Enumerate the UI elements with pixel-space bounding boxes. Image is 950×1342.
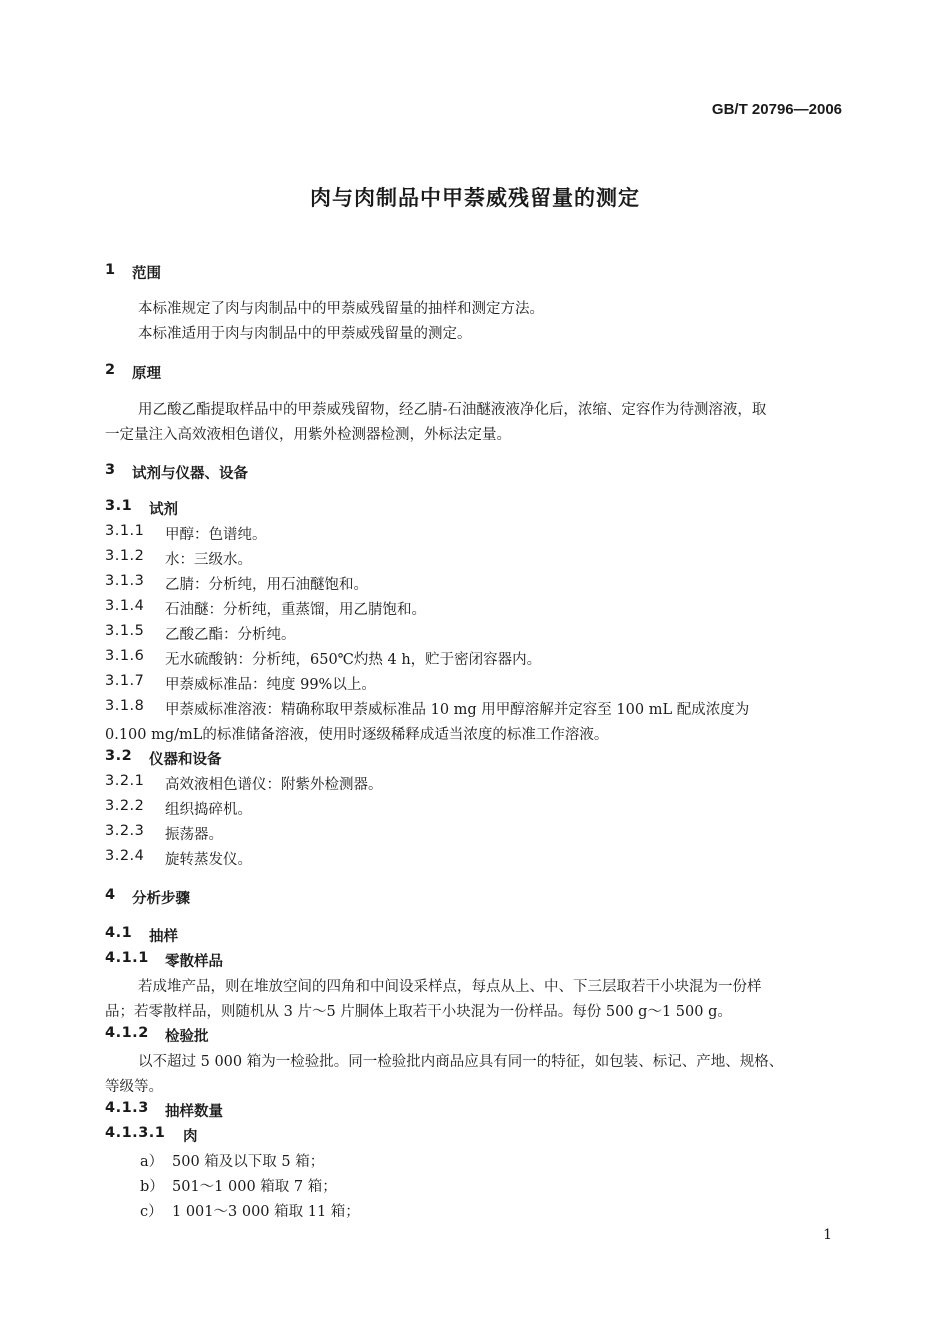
list-item-text: 500 箱及以下取 5 箱； <box>172 1154 325 1170</box>
item-text: 水：三级水。 <box>165 552 252 568</box>
section-3-number: 3 <box>105 462 116 478</box>
item-text: 组织捣碎机。 <box>165 802 252 818</box>
section-3-title: 试剂与仪器、设备 <box>132 466 248 482</box>
item-text: 甲萘威标准品：纯度 99%以上。 <box>165 677 376 693</box>
item-number: 3.1.6 <box>105 648 145 664</box>
subsection-3-1-number: 3.1 <box>105 498 133 514</box>
list-item-text: 1 001～3 000 箱取 11 箱； <box>172 1204 360 1220</box>
item-number: 3.1.3 <box>105 573 145 589</box>
item-number: 3.2.2 <box>105 798 145 814</box>
section-2-number: 2 <box>105 362 116 378</box>
subsection-4-1-number: 4.1 <box>105 925 133 941</box>
subsection-4-1-2-line-1: 以不超过 5 000 箱为一检验批。同一检验批内商品应具有同一的特征，如包装、标记、产地、规格、 <box>138 1054 784 1070</box>
page-number: 1 <box>823 1227 832 1243</box>
item-3-1-8-continuation: 0.100 mg/mL的标准储备溶液，使用时逐级稀释成适当浓度的标准工作溶液。 <box>105 727 609 743</box>
item-text: 乙酸乙酯：分析纯。 <box>165 627 296 643</box>
subsection-4-1-1-title: 零散样品 <box>165 954 223 970</box>
list-item-label: b） <box>140 1179 164 1195</box>
item-text: 甲醇：色谱纯。 <box>165 527 267 543</box>
section-1-paragraph-1: 本标准规定了肉与肉制品中的甲萘威残留量的抽样和测定方法。 <box>138 301 544 317</box>
subsection-3-2-number: 3.2 <box>105 748 133 764</box>
subsection-4-1-1-number: 4.1.1 <box>105 950 149 966</box>
section-1-title: 范围 <box>132 266 161 282</box>
subsection-4-1-3-1-number: 4.1.3.1 <box>105 1125 166 1141</box>
section-1-paragraph-2: 本标准适用于肉与肉制品中的甲萘威残留量的测定。 <box>138 326 472 342</box>
section-2-line-1: 用乙酸乙酯提取样品中的甲萘威残留物，经乙腈-石油醚液液净化后，浓缩、定容作为待测溶液，取 <box>138 402 767 418</box>
item-number: 3.1.8 <box>105 698 145 714</box>
item-number: 3.1.4 <box>105 598 145 614</box>
item-number: 3.1.7 <box>105 673 145 689</box>
list-item-text: 501～1 000 箱取 7 箱； <box>172 1179 337 1195</box>
subsection-4-1-1-line-2: 品；若零散样品，则随机从 3 片～5 片胴体上取若干小块混为一份样品。每份 500 g～1 500 g。 <box>105 1004 732 1020</box>
section-4-title: 分析步骤 <box>132 891 190 907</box>
subsection-4-1-2-line-2: 等级等。 <box>105 1079 163 1095</box>
list-item-label: a） <box>140 1154 164 1170</box>
item-number: 3.2.1 <box>105 773 145 789</box>
item-text: 高效液相色谱仪：附紫外检测器。 <box>165 777 383 793</box>
subsection-3-1-title: 试剂 <box>149 502 178 518</box>
subsection-4-1-2-title: 检验批 <box>165 1029 209 1045</box>
item-number: 3.2.3 <box>105 823 145 839</box>
subsection-4-1-3-1-title: 肉 <box>183 1129 198 1145</box>
item-text: 无水硫酸钠：分析纯，650℃灼热 4 h，贮于密闭容器内。 <box>165 652 542 668</box>
item-number: 3.1.5 <box>105 623 145 639</box>
item-text: 甲萘威标准溶液：精确称取甲萘威标准品 10 mg 用甲醇溶解并定容至 100 mL 配成浓度为 <box>165 702 750 718</box>
standard-number: GB/T 20796—2006 <box>711 101 842 118</box>
subsection-4-1-1-line-1: 若成堆产品，则在堆放空间的四角和中间设采样点，每点从上、中、下三层取若干小块混为一份样 <box>138 979 762 995</box>
subsection-3-2-title: 仪器和设备 <box>149 752 222 768</box>
item-text: 振荡器。 <box>165 827 223 843</box>
subsection-4-1-3-number: 4.1.3 <box>105 1100 149 1116</box>
subsection-4-1-2-number: 4.1.2 <box>105 1025 149 1041</box>
item-number: 3.1.1 <box>105 523 145 539</box>
item-number: 3.1.2 <box>105 548 145 564</box>
item-text: 旋转蒸发仪。 <box>165 852 252 868</box>
item-text: 石油醚：分析纯，重蒸馏，用乙腈饱和。 <box>165 602 426 618</box>
section-1-number: 1 <box>105 262 116 278</box>
section-4-number: 4 <box>105 887 116 903</box>
list-item-label: c） <box>140 1204 163 1220</box>
section-2-title: 原理 <box>132 366 161 382</box>
document-title: 肉与肉制品中甲萘威残留量的测定 <box>310 186 640 210</box>
item-text: 乙腈：分析纯，用石油醚饱和。 <box>165 577 368 593</box>
subsection-4-1-3-title: 抽样数量 <box>165 1104 223 1120</box>
subsection-4-1-title: 抽样 <box>149 929 178 945</box>
item-number: 3.2.4 <box>105 848 145 864</box>
section-2-line-2: 一定量注入高效液相色谱仪，用紫外检测器检测，外标法定量。 <box>105 427 511 443</box>
